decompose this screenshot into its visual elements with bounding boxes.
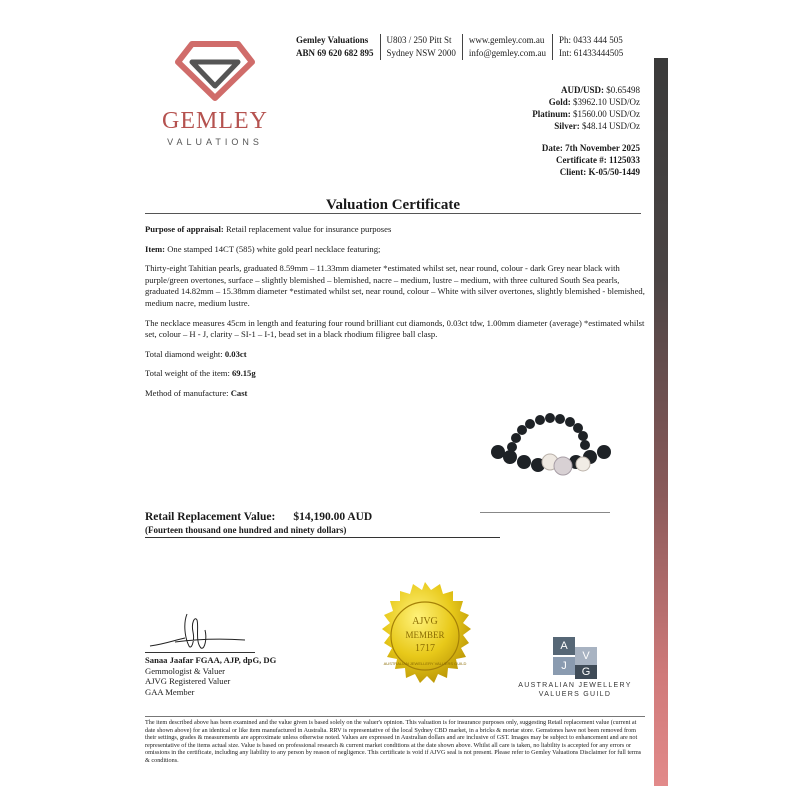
company-name: Gemley Valuations bbox=[296, 35, 369, 45]
logo-name: GEMLEY bbox=[162, 108, 268, 134]
client-value: K-05/50-1449 bbox=[588, 167, 640, 177]
handwritten-signature bbox=[145, 612, 255, 652]
ajvg-letter-a: A bbox=[553, 637, 575, 655]
company-abn: ABN 69 620 682 895 bbox=[296, 48, 374, 58]
item-label: Item: bbox=[145, 243, 166, 254]
method-value: Cast bbox=[230, 387, 248, 398]
image-caption-line bbox=[480, 512, 610, 513]
signer-membership: GAA Member bbox=[145, 686, 195, 697]
seal-number: 1717 bbox=[415, 643, 435, 654]
total-weight-label: Total weight of the item: bbox=[145, 368, 230, 379]
necklace-photo bbox=[480, 410, 620, 490]
ajvg-letter-j: J bbox=[553, 657, 575, 675]
decorative-sidebar-bar bbox=[654, 58, 668, 786]
email-link[interactable]: info@gemley.com.au bbox=[468, 48, 547, 58]
method-line bbox=[145, 388, 645, 400]
disclaimer-text: The item described above has been examined and the value given is based solely on the valuer's opinion. This valuation is for insurance purposes only, suggesting Retail replacement value (current at date shown above) for an identical or like item manufactured in Australia. RRV is representative of the local Sydney CBD market, in a bricks & mortar store. Gemstones have not been removed from their settings, grades & measurements are approximate unless otherwise noted. Values are expressed in Australian dollars and are inclusive of GST. Images may be subject to enhancement and are not representative of the items actual size. Value is based on professional research & current market conditions at the date shown above. Whilst all care is taken, no liability is accepted for any errors or omissions in the certificate, including any liability to any person by reason of negligence. This certificate is void if AJVG seal is not present. Please refer to Gemley Valuations Disclaimer for full terms & conditions. bbox=[145, 719, 642, 764]
silver-value: $48.14 USD/Oz bbox=[582, 121, 640, 131]
aud-usd-value: $0.65498 bbox=[606, 85, 640, 95]
address-line-1: U803 / 250 Pitt St bbox=[386, 35, 452, 45]
item-line bbox=[145, 244, 645, 256]
page-title: Valuation Certificate bbox=[325, 197, 460, 213]
website-link[interactable]: www.gemley.com.au bbox=[468, 35, 545, 45]
ajvg-caption bbox=[510, 681, 640, 699]
platinum-value: $1560.00 USD/Oz bbox=[573, 109, 640, 119]
rrv-value: $14,190.00 AUD bbox=[293, 511, 373, 523]
seal-top-text: AJVG bbox=[412, 616, 438, 627]
certificate-label: Certificate #: bbox=[556, 155, 607, 165]
retail-replacement-value bbox=[145, 511, 372, 523]
contact-web bbox=[462, 34, 552, 60]
aud-usd-label: AUD/USD: bbox=[560, 85, 604, 95]
purpose-value: Retail replacement value for insurance purposes bbox=[225, 224, 392, 234]
ajvg-caption-line-2: VALUERS GUILD bbox=[538, 691, 612, 698]
ajvg-letter-g: G bbox=[575, 665, 597, 679]
purpose-line bbox=[145, 224, 645, 236]
signer-name: Sanaa Jaafar FGAA, AJP, dpG, DG bbox=[145, 655, 277, 665]
rrv-label: Retail Replacement Value: bbox=[145, 511, 276, 523]
date-value: 7th November 2025 bbox=[565, 143, 640, 153]
total-weight-line bbox=[145, 368, 645, 380]
seal-small-text: AUSTRALIAN JEWELLERY VALUERS GUILD bbox=[383, 661, 467, 666]
ajvg-caption-line-1: AUSTRALIAN JEWELLERY bbox=[518, 682, 632, 689]
purpose-label: Purpose of appraisal: bbox=[145, 224, 224, 234]
address-line-2: Sydney NSW 2000 bbox=[386, 48, 456, 58]
platinum-label: Platinum: bbox=[532, 109, 571, 119]
contact-phone bbox=[552, 34, 629, 60]
certificate-number: 1125033 bbox=[608, 155, 640, 165]
gold-label: Gold: bbox=[548, 97, 571, 107]
silver-label: Silver: bbox=[554, 121, 580, 131]
date-label: Date: bbox=[541, 143, 563, 153]
seal-member-text: MEMBER bbox=[405, 630, 445, 640]
gold-value: $3962.10 USD/Oz bbox=[573, 97, 640, 107]
ajvg-letter-v: V bbox=[575, 647, 597, 665]
diamond-weight-label: Total diamond weight: bbox=[145, 348, 223, 359]
rrv-words: (Fourteen thousand one hundred and ninety dollars) bbox=[145, 525, 347, 535]
contact-header bbox=[296, 34, 629, 60]
ajvg-gold-seal bbox=[365, 580, 485, 700]
signer-title: Gemmologist & Valuer bbox=[145, 665, 226, 676]
ajvg-logo-grid bbox=[551, 637, 599, 677]
phone-number: Ph: 0433 444 505 bbox=[559, 35, 623, 45]
total-weight-value: 69.15g bbox=[232, 368, 256, 379]
contact-address bbox=[380, 34, 462, 60]
signature-line bbox=[145, 652, 255, 653]
certificate-meta bbox=[542, 142, 640, 178]
contact-company bbox=[296, 34, 380, 60]
necklace-description: The necklace measures 45cm in length and featuring four round brilliant cut diamonds, 0.03ct tdw, 1.00mm diameter (average) *estimated whilst set, colour – H - J, clarity – SI-1 – I-1, bead set in a black rhodium filigree ball clasp. bbox=[145, 317, 645, 340]
certificate-body bbox=[145, 224, 645, 408]
signer-block bbox=[145, 655, 276, 697]
metal-prices bbox=[532, 84, 640, 132]
method-label: Method of manufacture: bbox=[145, 387, 229, 398]
diamond-logo-icon bbox=[170, 40, 260, 102]
pearl-description: Thirty-eight Tahitian pearls, graduated 8.59mm – 11.33mm diameter *estimated whilst set, near round, colour - dark Grey near black with purple/green overtones, surface – slightly blemished – blemished, nacre – medium, lustre – medium, with three cultured South Sea pearls, graduated 14.82mm – 15.38mm diameter *estimated whilst set, near round, colour – White with silver overtones, slightly blemished - blemished, medium nacre, medium lustre. bbox=[145, 263, 645, 308]
disclaimer-divider bbox=[145, 716, 645, 717]
item-value: One stamped 14CT (585) white gold pearl necklace featuring; bbox=[167, 243, 381, 254]
signer-registration: AJVG Registered Valuer bbox=[145, 676, 231, 686]
diamond-weight-value: 0.03ct bbox=[224, 348, 247, 359]
intl-phone-number: Int: 61433444505 bbox=[559, 48, 624, 58]
gemley-logo bbox=[150, 40, 280, 147]
ajvg-logo bbox=[510, 637, 640, 699]
diamond-weight-line bbox=[145, 349, 645, 361]
logo-subtitle: VALUATIONS bbox=[167, 137, 263, 147]
rrv-divider bbox=[145, 537, 500, 538]
title-divider bbox=[145, 213, 641, 214]
client-label: Client: bbox=[559, 167, 587, 177]
